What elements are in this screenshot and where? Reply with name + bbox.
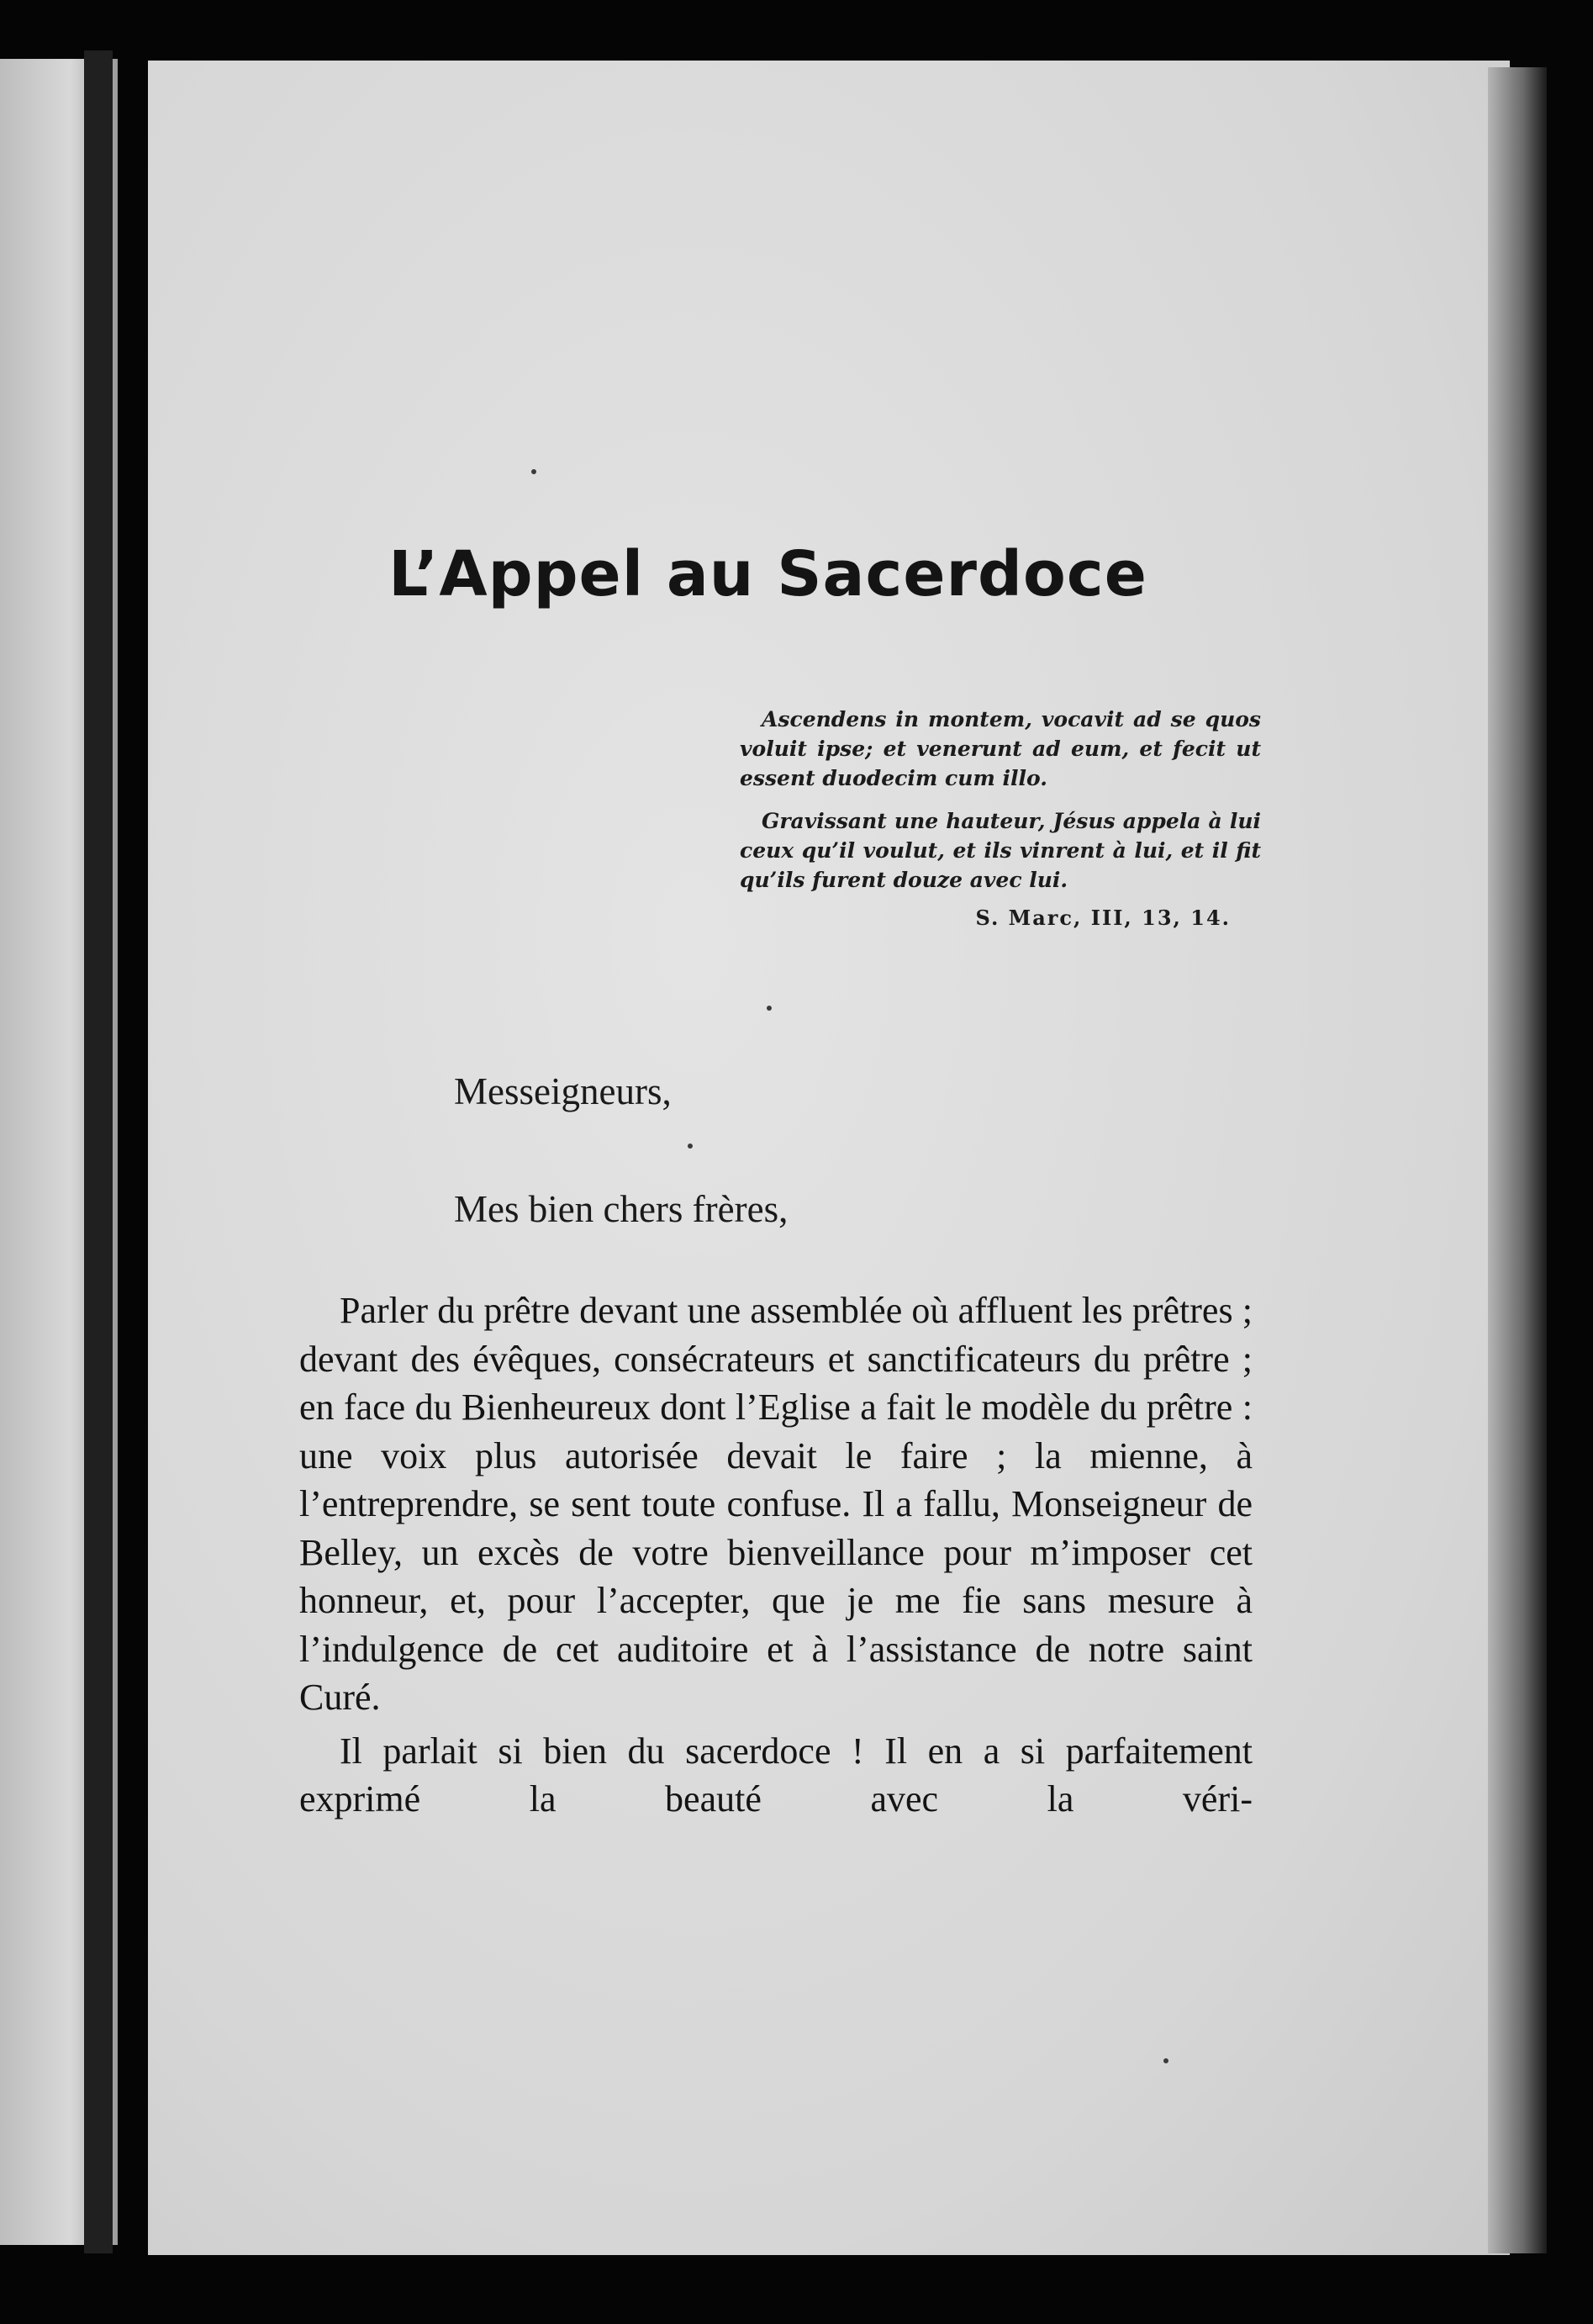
page-right-shadow: [1488, 67, 1547, 2253]
ink-speck: [531, 469, 536, 474]
ink-speck: [1163, 2058, 1168, 2063]
page-title: L’Appel au Sacerdoce: [388, 538, 1147, 610]
book-page: [148, 61, 1510, 2255]
epigraph-reference: S. Marc, III, 13, 14.: [975, 906, 1231, 930]
ink-speck: [767, 1006, 772, 1011]
salutation-messeigneurs: Messeigneurs,: [454, 1070, 672, 1112]
paragraph-2: Il parlait si bien du sacerdoce ! Il en a si parfaitement exprimé la beauté avec la véri-: [299, 1730, 1253, 1820]
binding-gutter: [84, 50, 113, 2253]
epigraph-latin: Ascendens in montem, vocavit ad se quos voluit ipse; et venerunt ad eum, et fecit ut essent duodecim cum illo.: [740, 707, 1261, 790]
body-text: [299, 1286, 1253, 1824]
epigraph: [740, 705, 1261, 932]
paragraph-1: Parler du prêtre devant une assemblée où affluent les prêtres ; devant des évêques, consécrateurs et sanctificateurs du prêtre ; en face du Bienheureux dont l’Eglise a fait le modèle du prêtre : une voix plus autorisée devait le faire ; la mienne, à l’entreprendre, se sent toute confuse. Il a fallu, Monseigneur de Belley, un excès de votre bienveillance pour m’imposer cet honneur, et, pour l’accepter, que je me fie sans mesure à l’indulgence de cet auditoire et à l’assistance de notre saint Curé.: [299, 1290, 1253, 1718]
epigraph-french: Gravissant une hauteur, Jésus appela à lui ceux qu’il voulut, et ils vinrent à lui, et il fit qu’ils furent douze avec lui.: [740, 809, 1261, 892]
salutation-freres: Mes bien chers frères,: [454, 1188, 789, 1230]
ink-speck: [688, 1144, 693, 1149]
